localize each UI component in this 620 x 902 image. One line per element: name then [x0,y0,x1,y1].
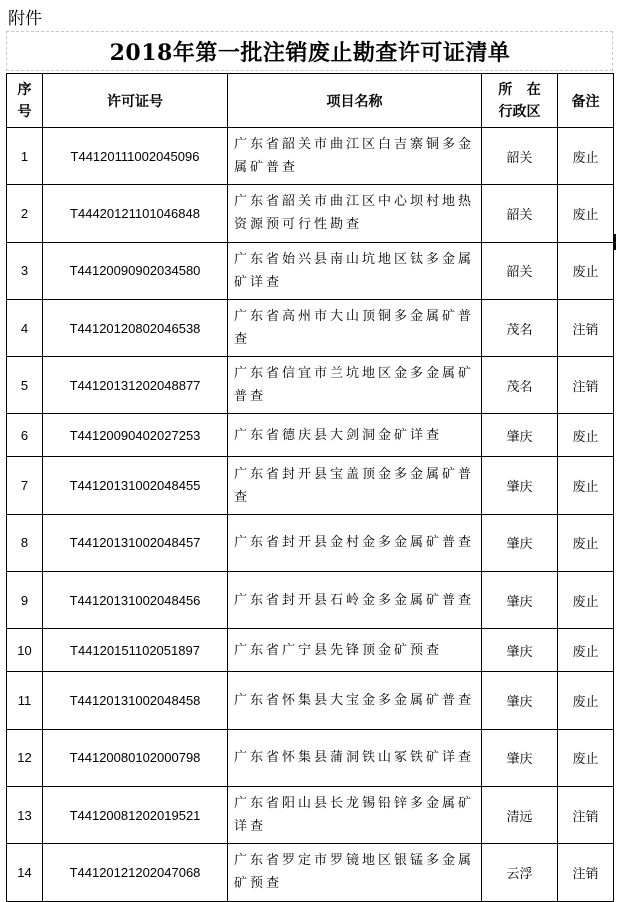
status-note: 废止 [558,514,614,571]
row-number: 10 [7,629,43,672]
region: 肇庆 [482,514,558,571]
page-title: 2018年第一批注销废止勘查许可证清单 [109,40,511,66]
row-number: 7 [7,457,43,514]
region: 肇庆 [482,572,558,629]
project-name: 广东省封开县石岭金多金属矿普查 [228,572,482,629]
license-number: T44120131002048457 [43,514,228,571]
header-region-line1: 所 在 [498,81,541,98]
region: 韶关 [482,242,558,299]
region: 肇庆 [482,629,558,672]
header-license: 许可证号 [43,74,228,128]
region: 清远 [482,786,558,843]
table-row [7,729,614,786]
project-name: 广东省德庆县大剑洞金矿详查 [228,414,482,457]
license-number: T44120151102051897 [43,629,228,672]
project-name: 广东省高州市大山顶铜多金属矿普查 [228,299,482,356]
region: 韶关 [482,128,558,185]
row-number: 3 [7,242,43,299]
row-number: 2 [7,185,43,242]
project-name: 广东省封开县金村金多金属矿普查 [228,514,482,571]
header-region [482,74,558,128]
project-name: 广东省韶关市曲江区白吉寨铜多金属矿普查 [228,128,482,185]
region: 茂名 [482,357,558,414]
table-row [7,414,614,457]
table-body [7,128,614,902]
header-project: 项目名称 [228,74,482,128]
attachment-label: 附件 [8,9,42,29]
region: 韶关 [482,185,558,242]
table-row [7,844,614,901]
region: 肇庆 [482,672,558,729]
status-note: 废止 [558,242,614,299]
region: 云浮 [482,844,558,901]
row-number: 12 [7,729,43,786]
status-note: 废止 [558,457,614,514]
project-name: 广东省怀集县大宝金多金属矿普查 [228,672,482,729]
license-number: T44120120802046538 [43,299,228,356]
status-note: 注销 [558,299,614,356]
table-row [7,514,614,571]
status-note: 废止 [558,414,614,457]
row-number: 6 [7,414,43,457]
project-name: 广东省信宜市兰坑地区金多金属矿普查 [228,357,482,414]
header-no [7,74,43,128]
row-number: 4 [7,299,43,356]
header-no-char: 号 [17,103,32,120]
status-note: 废止 [558,128,614,185]
license-number: T44120090902034580 [43,242,228,299]
status-note: 废止 [558,672,614,729]
table-row [7,672,614,729]
status-note: 注销 [558,357,614,414]
status-note: 废止 [558,572,614,629]
row-number: 11 [7,672,43,729]
margin-mark [614,234,616,250]
row-number: 1 [7,128,43,185]
table-row [7,629,614,672]
row-number: 13 [7,786,43,843]
license-number: T44120111002045096 [43,128,228,185]
status-note: 废止 [558,629,614,672]
region: 肇庆 [482,414,558,457]
table-row [7,242,614,299]
header-region-line2: 行政区 [498,103,541,120]
table-row [7,128,614,185]
project-name: 广东省始兴县南山坑地区钛多金属矿详查 [228,242,482,299]
license-table [6,73,614,902]
project-name: 广东省怀集县蒲洞铁山冢铁矿详查 [228,729,482,786]
table-row [7,185,614,242]
status-note: 废止 [558,729,614,786]
header-no-char: 序 [17,81,32,98]
license-number: T44120131002048455 [43,457,228,514]
table-row [7,572,614,629]
table-row [7,357,614,414]
license-number: T44420121101046848 [43,185,228,242]
license-number: T44120090402027253 [43,414,228,457]
status-note: 注销 [558,844,614,901]
table-row [7,786,614,843]
row-number: 9 [7,572,43,629]
project-name: 广东省韶关市曲江区中心坝村地热资源预可行性勘查 [228,185,482,242]
license-number: T44120121202047068 [43,844,228,901]
row-number: 5 [7,357,43,414]
project-name: 广东省罗定市罗镜地区银锰多金属矿预查 [228,844,482,901]
project-name: 广东省封开县宝盖顶金多金属矿普查 [228,457,482,514]
project-name: 广东省阳山县长龙锡铅锌多金属矿详查 [228,786,482,843]
status-note: 废止 [558,185,614,242]
row-number: 8 [7,514,43,571]
status-note: 注销 [558,786,614,843]
table-header-row [7,74,614,128]
header-note: 备注 [558,74,614,128]
license-number: T44120080102000798 [43,729,228,786]
row-number: 14 [7,844,43,901]
table-row [7,299,614,356]
table-row [7,457,614,514]
license-number: T44120131002048456 [43,572,228,629]
region: 肇庆 [482,729,558,786]
project-name: 广东省广宁县先锋顶金矿预查 [228,629,482,672]
license-number: T44120081202019521 [43,786,228,843]
region: 肇庆 [482,457,558,514]
license-number: T44120131202048877 [43,357,228,414]
license-number: T44120131002048458 [43,672,228,729]
region: 茂名 [482,299,558,356]
